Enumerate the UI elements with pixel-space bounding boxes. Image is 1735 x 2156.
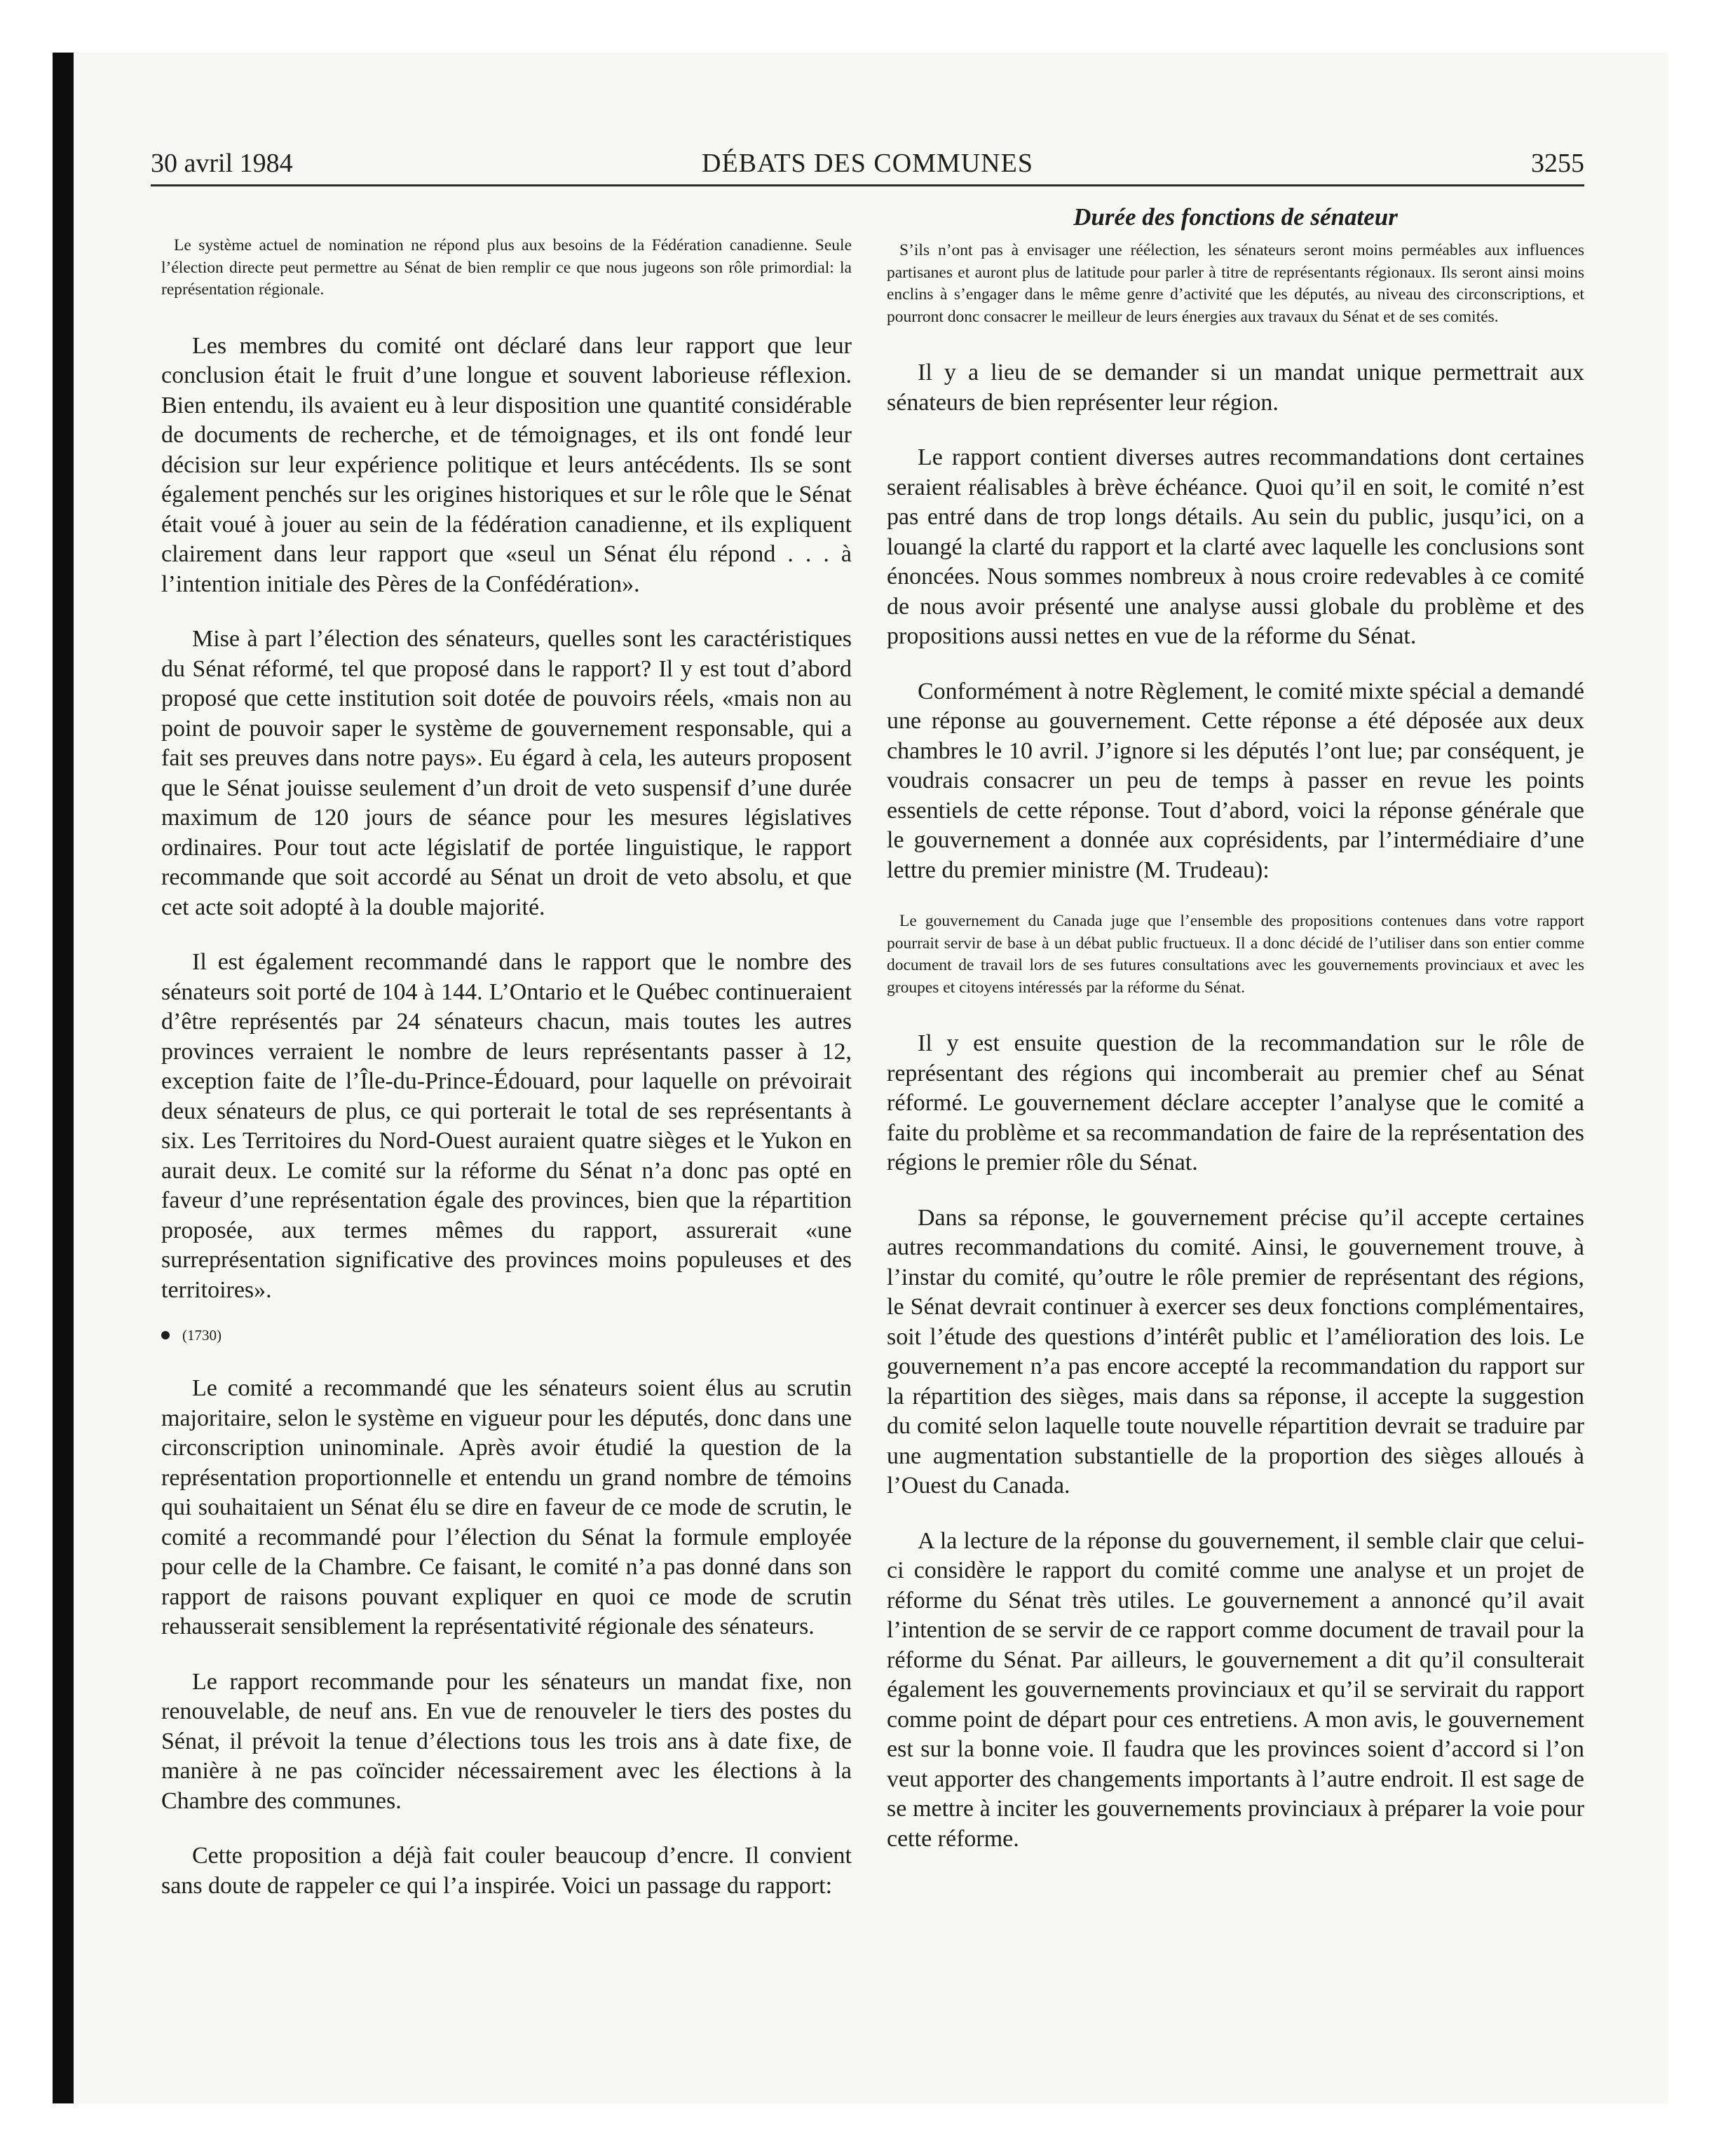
paragraph: Il y a lieu de se demander si un mandat unique permettrait aux sénateurs de bien représenter leur région. (887, 360, 1584, 416)
running-header (151, 142, 1584, 184)
bullet-icon (161, 1331, 170, 1339)
paragraph: Le comité a recommandé que les sénateurs soient élus au scrutin majoritaire, selon le système en vigueur pour les députés, donc dans une circonscription uninominale. Après avoir étudié la question de la représentation proportionnelle et entendu un grand nombre de témoins qui souhaitaient un Sénat élu se dire en faveur de ce mode de scrutin, le comité a recommandé pour l’élection du Sénat la formule employée pour celle de la Chambre. Ce faisant, le comité n’a pas donné dans son rapport de raisons pouvant expliquer en quoi ce mode de scrutin rehausserait sensiblement la représentativité régionale des sénateurs. (161, 1375, 852, 1639)
header-date: 30 avril 1984 (151, 149, 293, 178)
paragraph: Les membres du comité ont déclaré dans leur rapport que leur conclusion était le fruit d’une longue et souvent laborieuse réflexion. Bien entendu, ils avaient eu à leur disposition une quantité considérable de documents de recherche, et de témoignages, et ils ont fondé leur décision sur leur expérience politique et leurs antécédents. Ils se sont également penchés sur les origines historiques et sur le rôle que le Sénat était voué à jouer au sein de la fédération canadienne, et ils expliquent clairement dans leur rapport que «seul un Sénat élu répond . . . à l’intention initiale des Pères de la Confédération». (161, 332, 852, 597)
block-quote: S’ils n’ont pas à envisager une réélection, les sénateurs seront moins perméables aux influences partisanes et auront plus de latitude pour parler à titre de représentants régionaux. Ils seront ainsi moins enclins à s’engager dans le même genre d’activité que les députés, au niveau des circonscriptions, et pourront donc consacrer le meilleur de leurs énergies aux travaux du Sénat et de ses comités. (887, 241, 1584, 326)
header-rule (151, 184, 1584, 186)
time-marker (161, 1325, 852, 1346)
header-title: DÉBATS DES COMMUNES (702, 149, 1033, 178)
paragraph: Dans sa réponse, le gouvernement précise qu’il accepte certaines autres recommandations du comité. Ainsi, le gouvernement trouve, à l’instar du comité, qu’outre le rôle premier de représentant des régions, le Sénat devrait continuer à exercer ses deux fonctions complémentaires, soit l’étude des questions d’intérêt public et l’amélioration des lois. Le gouvernement n’a pas encore accepté la recommandation du rapport sur la répartition des sièges, mais dans sa réponse, il accepte la suggestion du comité selon laquelle toute nouvelle répartition devrait se traduire par une augmentation substantielle de la proportion des sièges alloués à l’Ouest du Canada. (887, 1204, 1584, 1499)
right-column (887, 203, 1584, 1879)
scan-edge-shadow (53, 53, 74, 2103)
paragraph: Conformément à notre Règlement, le comité mixte spécial a demandé une réponse au gouvernement. Cette réponse a été déposée aux deux chambres le 10 avril. J’ignore si les députés l’ont lue; par conséquent, je voudrais consacrer un peu de temps à passer en revue les points essentiels de cette réponse. Tout d’abord, voici la réponse générale que le gouvernement a donnée aux coprésidents, par l’intermédiaire d’une lettre du premier ministre (M. Trudeau): (887, 678, 1584, 883)
block-quote: Le gouvernement du Canada juge que l’ensemble des propositions contenues dans votre rapport pourrait servir de base à un débat public fructueux. Il a donc décidé de l’utiliser dans son entier comme document de travail lors de ses futures consultations avec les gouvernements provinciaux et avec les groupes et citoyens intéressés par la réforme du Sénat. (887, 912, 1584, 997)
paragraph: Mise à part l’élection des sénateurs, quelles sont les caractéristiques du Sénat réformé, tel que proposé dans le rapport? Il y est tout d’abord proposé que cette institution soit dotée de pouvoirs réels, «mais non au point de pouvoir saper le système de gouvernement responsable, qui a fait ses preuves dans notre pays». Eu égard à cela, les auteurs proposent que le Sénat jouisse seulement d’un droit de veto suspensif d’une durée maximum de 120 jours de séance pour les mesures législatives ordinaires. Pour tout acte législatif de portée linguistique, le rapport recommande que soit accordé au Sénat un droit de veto absolu, et que cet acte soit adopté à la double majorité. (161, 626, 852, 920)
paragraph: A la lecture de la réponse du gouvernement, il semble clair que celui-ci considère le rapport du comité comme une analyse et un projet de réforme du Sénat très utiles. Le gouvernement a annoncé qu’il avait l’intention de se servir de ce rapport comme document de travail pour la réforme du Sénat. Par ailleurs, le gouvernement a dit qu’il consulterait également les gouvernements provinciaux et qu’il se servirait du rapport comme point de départ pour ces entretiens. A mon avis, le gouvernement est sur la bonne voie. Il faudra que les provinces soient d’accord si l’on veut apporter des changements importants à l’autre endroit. Il est sage de se mettre à inciter les gouvernements provinciaux à préparer la voie pour cette réforme. (887, 1527, 1584, 1852)
paragraph: Cette proposition a déjà fait couler beaucoup d’encre. Il convient sans doute de rappeler ce qui l’a inspirée. Voici un passage du rapport: (161, 1843, 852, 1899)
paragraph: Le rapport recommande pour les sénateurs un mandat fixe, non renouvelable, de neuf ans. En vue de renouveler le tiers des postes du Sénat, il prévoit la tenue d’élections tous les trois ans à date fixe, de manière à ne pas coïncider nécessairement avec les élections à la Chambre des communes. (161, 1668, 852, 1814)
left-column (161, 235, 852, 1926)
section-heading: Durée des fonctions de sénateur (1073, 203, 1398, 231)
block-quote: Le système actuel de nomination ne répond plus aux besoins de la Fédération canadienne. Seule l’élection directe peut permettre au Sénat de bien remplir ce que nous jugeons son rôle primordial: la représentation régionale. (161, 236, 852, 299)
page-number: 3255 (1531, 149, 1584, 178)
time-marker-text: (1730) (182, 1327, 222, 1344)
paragraph: Le rapport contient diverses autres recommandations dont certaines seraient réalisables à brève échéance. Quoi qu’il en soit, le comité n’est pas entré dans de trop longs détails. Au sein du public, jusqu’ici, on a louangé la clarté du rapport et la clarté avec laquelle les conclusions sont énoncées. Nous sommes nombreux à nous croire redevables à ce comité de nous avoir présenté une analyse aussi globale du problème et des propositions aussi nettes en vue de la réforme du Sénat. (887, 444, 1584, 649)
paragraph: Il est également recommandé dans le rapport que le nombre des sénateurs soit porté de 104 à 144. L’Ontario et le Québec continueraient d’être représentés par 24 sénateurs chacun, mais toutes les autres provinces verraient le nombre de leurs représentants passer à 12, exception faite de l’Île-du-Prince-Édouard, pour laquelle on prévoirait deux sénateurs de plus, ce qui porterait le total de ses représentants à six. Les Territoires du Nord-Ouest auraient quatre sièges et le Yukon en aurait deux. Le comité sur la réforme du Sénat n’a donc pas opté en faveur d’une représentation égale des provinces, bien que la répartition proposée, aux termes mêmes du rapport, assurerait «une surreprésentation significative des provinces moins populeuses et des territoires». (161, 949, 852, 1303)
paragraph: Il y est ensuite question de la recommandation sur le rôle de représentant des régions qui incomberait au premier chef au Sénat réformé. Le gouvernement déclare accepter l’analyse que le comité a faite du problème et sa recommandation de faire de la représentation des régions le premier rôle du Sénat. (887, 1030, 1584, 1175)
